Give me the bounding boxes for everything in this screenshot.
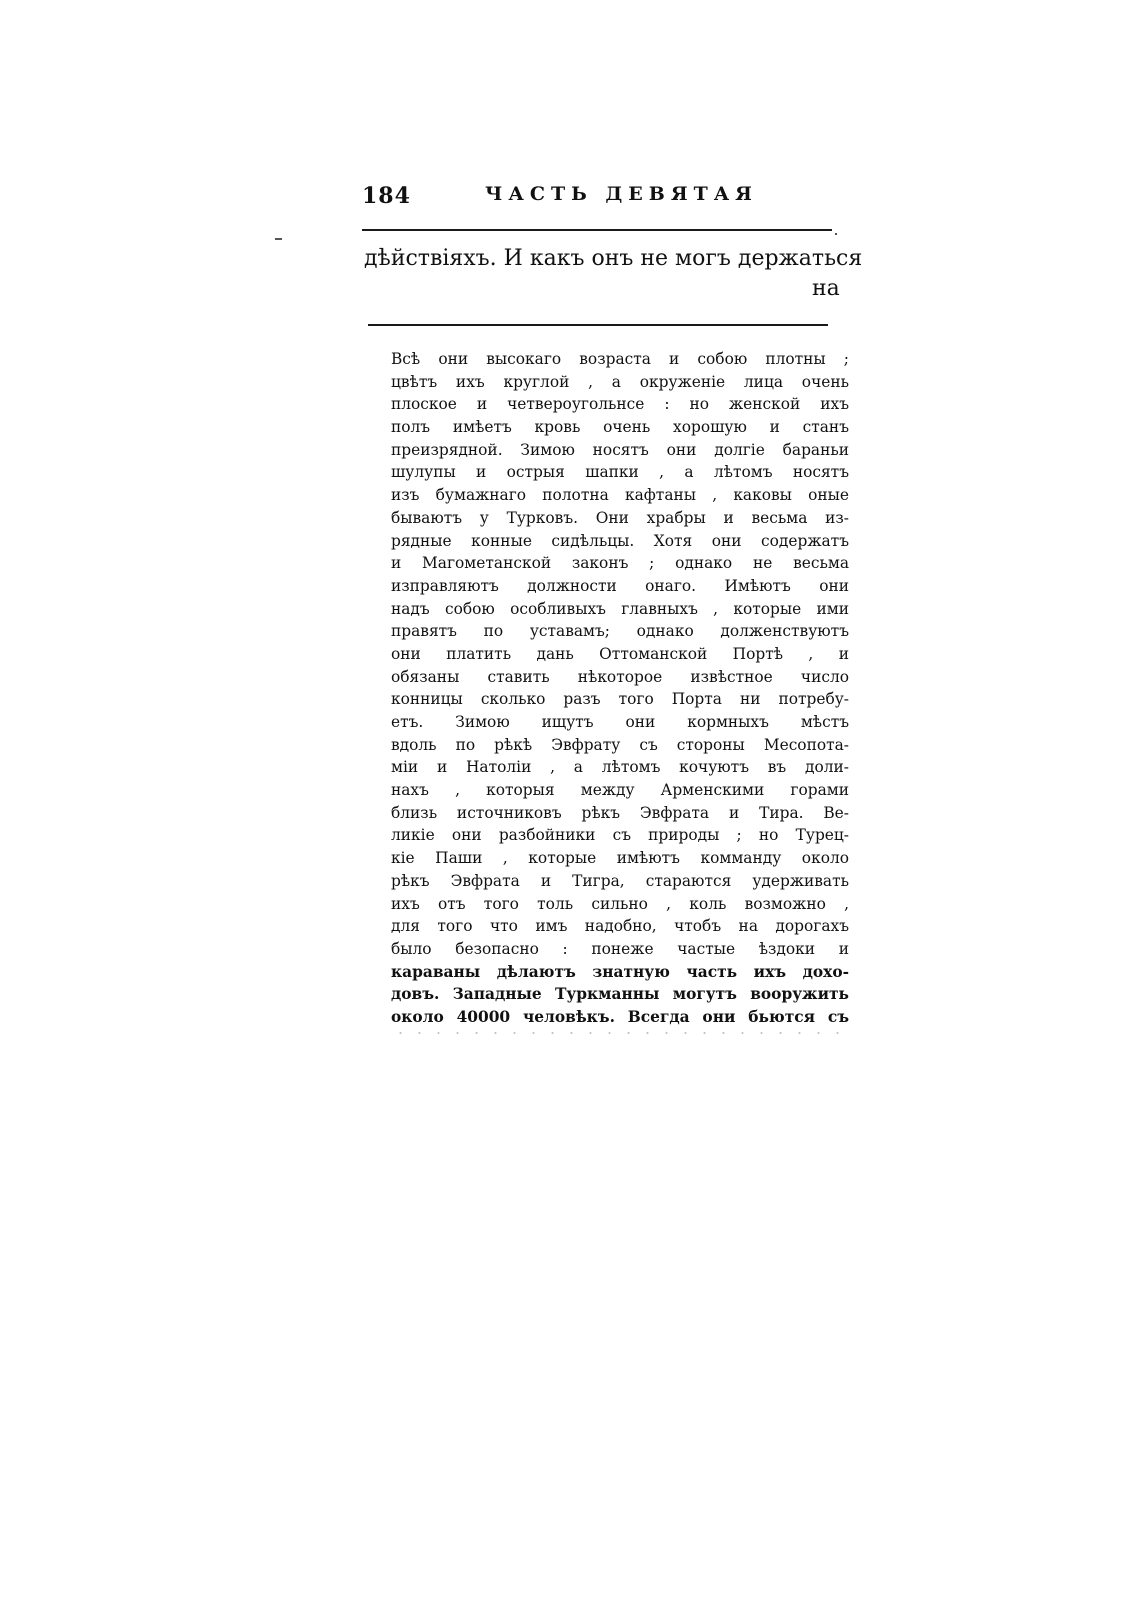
header-rule xyxy=(362,229,832,231)
text-line: цвѣтъ ихъ круглой , а окруженіе лица очень xyxy=(391,372,849,391)
text-line: шулупы и острыя шапки , а лѣтомъ носятъ xyxy=(391,463,849,482)
text-line: полъ имѣетъ кровь очень хорошую и станъ xyxy=(391,418,849,437)
text-line: близь источниковъ рѣкъ Эвфрата и Тира. Ве- xyxy=(391,803,849,822)
page-header xyxy=(362,183,832,217)
overlay-strip-line: дѣйствіяхъ. И какъ онъ не могъ держаться xyxy=(364,246,863,271)
text-line: бываютъ у Турковъ. Они храбры и весьма из- xyxy=(391,508,849,527)
text-line: изъ бумажнаго полотна кафтаны , каковы оные xyxy=(391,486,849,505)
strip-rule xyxy=(368,324,828,326)
text-line: кіе Паши , которые имѣютъ комманду около xyxy=(391,849,849,868)
running-title: ЧАСТЬ ДЕВЯТАЯ xyxy=(485,183,758,205)
stray-dot xyxy=(835,233,837,235)
text-line: рѣкъ Эвфрата и Тигра, стараются удерживать xyxy=(391,871,849,890)
bleed-through-trace xyxy=(391,1030,843,1036)
text-line: вдоль по рѣкѣ Эвфрату съ стороны Месопота- xyxy=(391,735,849,754)
text-line: нахъ , которыя между Арменскими горами xyxy=(391,781,849,800)
stray-mark xyxy=(275,238,282,240)
text-line: изправляютъ должности онаго. Имѣютъ они xyxy=(391,576,849,595)
text-line: для того что имъ надобно, чтобъ на дорогахъ xyxy=(391,917,849,936)
text-line: Всѣ они высокаго возраста и собою плотны ; xyxy=(391,350,849,368)
text-line: ликіе они разбойники съ природы ; но Турец- xyxy=(391,826,849,845)
text-line: рядные конные сидѣльцы. Хотя они содержатъ xyxy=(391,531,849,550)
text-line: плоское и четвероугольнсе : но женской ихъ xyxy=(391,395,849,414)
text-line: етъ. Зимою ищутъ они кормныхъ мѣстъ xyxy=(391,713,849,731)
catchword: на xyxy=(812,276,840,301)
text-line: было безопасно : понеже частые ѣздоки и xyxy=(391,939,849,958)
text-line: конницы сколько разъ того Порта ни потребу- xyxy=(391,690,849,709)
text-line: они платить дань Оттоманской Портѣ , и xyxy=(391,644,849,663)
text-line: около 40000 человѣкъ. Всегда они бьются съ xyxy=(391,1007,849,1026)
body-text xyxy=(391,348,849,1029)
text-line: ихъ отъ того толь сильно , коль возможно , xyxy=(391,894,849,913)
page-number: 184 xyxy=(362,183,411,209)
text-line: обязаны ставить нѣкоторое извѣстное число xyxy=(391,667,849,686)
text-line: караваны дѣлаютъ знатную часть ихъ дохо- xyxy=(391,962,849,981)
text-line: довъ. Западные Туркманны могутъ вооружить xyxy=(391,985,849,1004)
text-line: преизрядной. Зимою носятъ они долгіе бараньи xyxy=(391,440,849,459)
text-line: міи и Натоліи , а лѣтомъ кочуютъ въ доли- xyxy=(391,758,849,777)
text-line: надъ собою особливыхъ главныхъ , которые ими xyxy=(391,599,849,618)
text-line: и Магометанской законъ ; однако не весьма xyxy=(391,554,849,573)
text-line: правятъ по уставамъ; однако долженствуютъ xyxy=(391,622,849,641)
